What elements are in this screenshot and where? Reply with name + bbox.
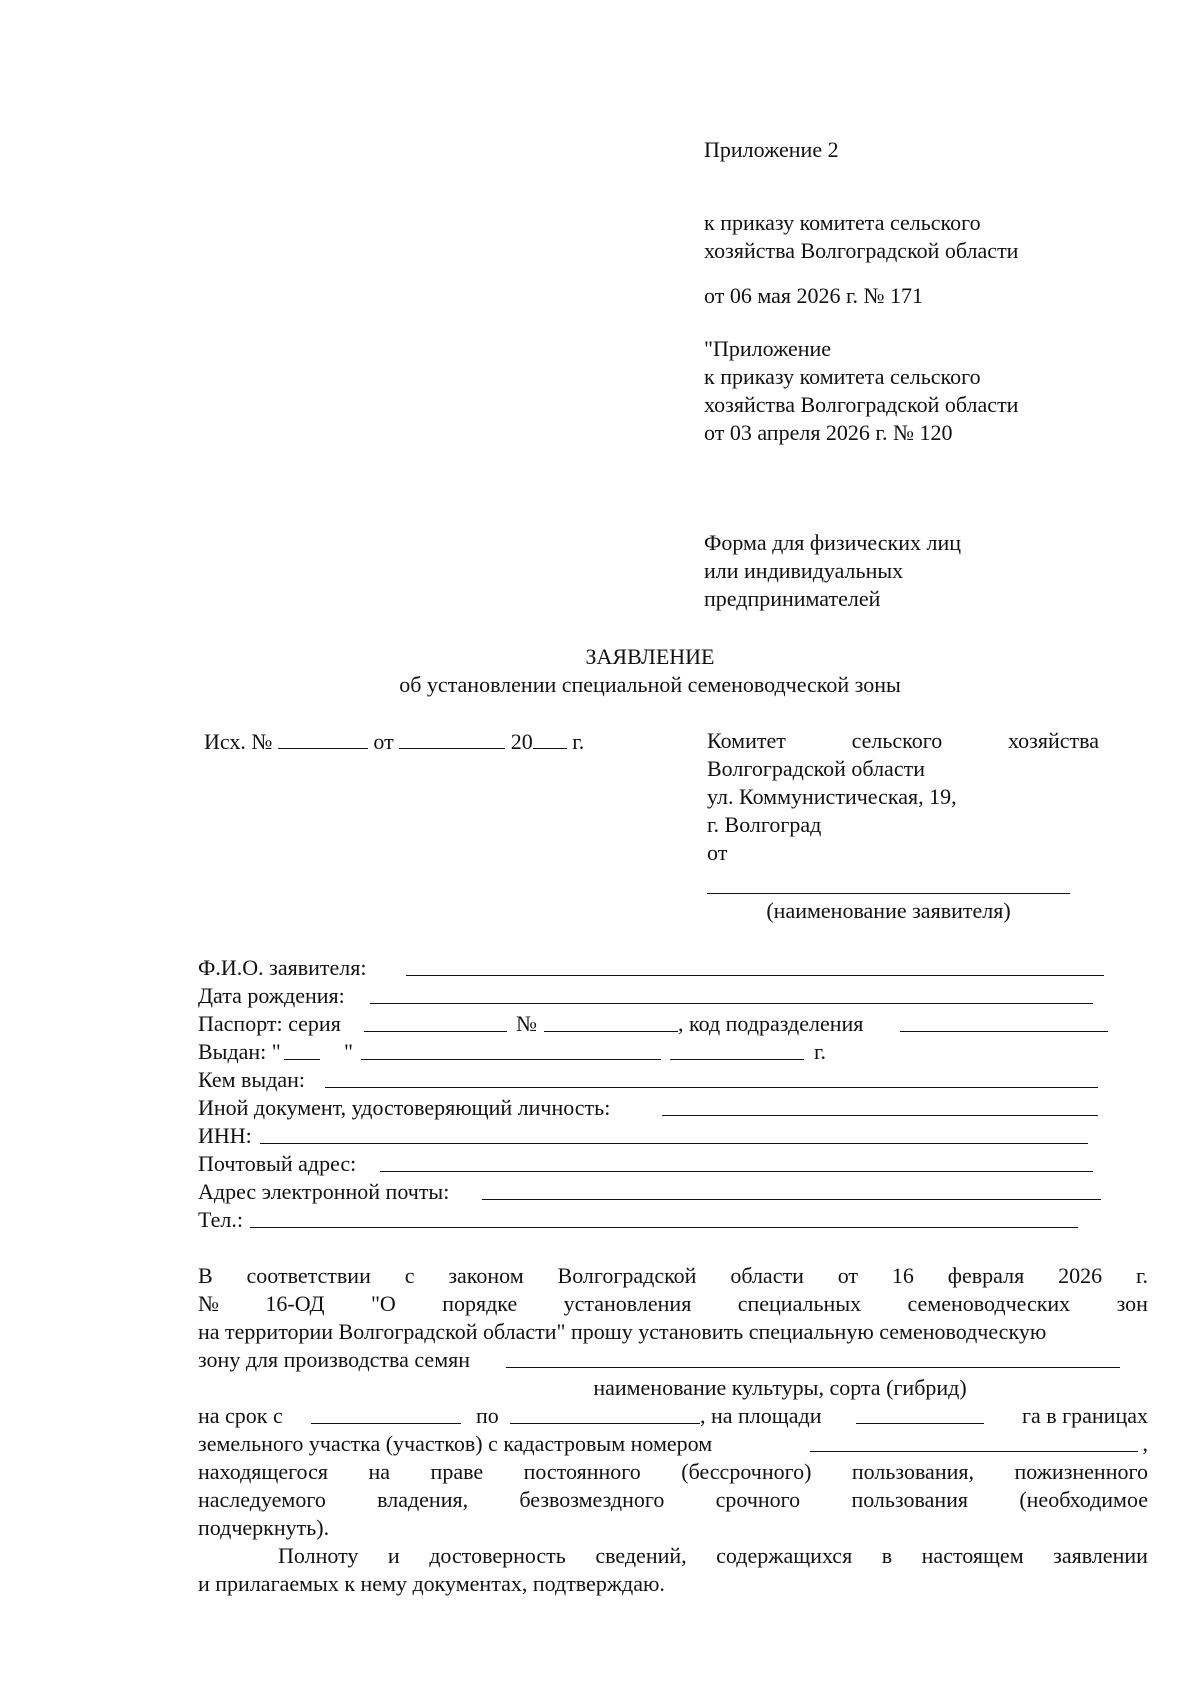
body-line-1 (198, 1262, 1148, 1290)
outgoing-reference (204, 727, 584, 756)
postal-label: Почтовый адрес: (198, 1151, 357, 1176)
field-phone (198, 1206, 1078, 1234)
body-word: достоверность (429, 1543, 566, 1568)
form-note (704, 529, 961, 613)
body-word: 16 (891, 1263, 914, 1288)
field-passport (198, 1010, 1108, 1038)
body-line-4 (198, 1346, 1120, 1374)
body-word: соответствии (246, 1263, 371, 1288)
birth-label: Дата рождения: (198, 983, 345, 1008)
confirmation-line-1 (278, 1542, 1148, 1570)
passport-number-input[interactable] (544, 1031, 678, 1032)
ref-year-suffix: г. (572, 729, 585, 754)
issued-year-input[interactable] (670, 1059, 804, 1060)
email-input[interactable] (482, 1199, 1101, 1200)
addressee-line-5: от (707, 840, 728, 865)
body-word: специальных (737, 1291, 862, 1316)
issued-by-label: Кем выдан: (198, 1067, 306, 1092)
body-line-7 (198, 1458, 1148, 1486)
birth-input[interactable] (370, 1003, 1093, 1004)
cadastral-input[interactable] (810, 1451, 1138, 1452)
applicant-name-caption: (наименование заявителя) (766, 898, 1011, 923)
body-word: от (837, 1263, 859, 1288)
addressee-word: Комитет (707, 728, 786, 753)
document-title: ЗАЯВЛЕНИЕ (585, 644, 715, 669)
field-email (198, 1178, 1101, 1206)
confirmation-line-2: и прилагаемых к нему документах, подтверждаю. (198, 1571, 665, 1596)
field-birth (198, 982, 1093, 1010)
term-prefix: на срок с (198, 1403, 283, 1428)
body-word: пользования (851, 1487, 969, 1512)
issued-year-suffix: г. (814, 1039, 827, 1064)
body-word: (бессрочного) (681, 1459, 812, 1484)
document-subtitle: об установлении специальной семеноводческой зоны (399, 672, 901, 697)
field-other-doc (198, 1094, 1098, 1122)
passport-no-label: № (516, 1011, 537, 1036)
body-line-cadastral (198, 1430, 1148, 1458)
issued-quote: " (344, 1039, 353, 1064)
previous-order-reference (704, 335, 1018, 447)
term-ha-label: га в границах (1021, 1403, 1148, 1428)
issued-month-input[interactable] (361, 1059, 661, 1060)
body-word: (необходимое (1019, 1487, 1148, 1512)
prev-title: "Приложение (704, 336, 832, 361)
term-to-input[interactable] (510, 1423, 700, 1424)
field-inn (198, 1122, 1088, 1150)
term-to-label: по (476, 1403, 499, 1428)
issued-by-input[interactable] (325, 1087, 1098, 1088)
email-label: Адрес электронной почты: (198, 1179, 450, 1204)
phone-input[interactable] (250, 1227, 1078, 1228)
passport-series-input[interactable] (364, 1031, 507, 1032)
body-word: владения, (377, 1487, 469, 1512)
crop-input[interactable] (506, 1367, 1120, 1368)
issued-label: Выдан: " (198, 1039, 281, 1064)
body-word: 16-ОД (265, 1291, 325, 1316)
fio-label: Ф.И.О. заявителя: (198, 955, 367, 980)
field-issued-by (198, 1066, 1098, 1094)
applicant-name-field[interactable] (707, 893, 1070, 894)
body-word: с (404, 1263, 415, 1288)
field-fio (198, 954, 1104, 982)
body-word: г. (1135, 1263, 1148, 1288)
body-word: в (881, 1543, 893, 1568)
area-input[interactable] (856, 1423, 984, 1424)
body-word: установления (563, 1291, 692, 1316)
order-date: от 06 мая 2026 г. № 171 (704, 283, 924, 308)
body-word: "О (370, 1291, 396, 1316)
term-area-label: , на площади (700, 1403, 822, 1428)
ref-prefix: Исх. № (204, 729, 273, 754)
body-line-2 (198, 1290, 1148, 1318)
passport-code-label: , код подразделения (678, 1011, 864, 1036)
crop-label: зону для производства семян (198, 1347, 471, 1372)
ref-year-field[interactable] (533, 727, 567, 749)
addressee-block (707, 755, 957, 867)
prev-line-1: к приказу комитета сельского (704, 364, 981, 389)
body-line-8 (198, 1486, 1148, 1514)
body-word: 2026 (1058, 1263, 1103, 1288)
body-word: настоящем (921, 1543, 1024, 1568)
body-word: порядке (442, 1291, 518, 1316)
body-word: № (198, 1291, 219, 1316)
order-reference (704, 209, 1018, 265)
passport-code-input[interactable] (900, 1031, 1108, 1032)
body-word: февраля (947, 1263, 1025, 1288)
phone-label: Тел.: (198, 1207, 243, 1232)
body-line-3: на территории Волгоградской области" прошу установить специальную семеноводческую (198, 1319, 1047, 1344)
field-postal (198, 1150, 1093, 1178)
body-word: зон (1116, 1291, 1148, 1316)
body-line-9: подчеркнуть). (198, 1515, 330, 1540)
body-word: пользования, (851, 1459, 974, 1484)
field-issued (198, 1038, 838, 1066)
ref-year: 20 (510, 729, 533, 754)
body-word: пожизненного (1014, 1459, 1148, 1484)
form-note-line-3: предпринимателей (704, 586, 881, 611)
order-line-1: к приказу комитета сельского (704, 210, 981, 235)
other-doc-label: Иной документ, удостоверяющий личность: (198, 1095, 611, 1120)
term-from-input[interactable] (311, 1423, 461, 1424)
prev-date: от 03 апреля 2026 г. № 120 (704, 420, 953, 445)
ref-from: от (373, 729, 394, 754)
fio-input[interactable] (406, 975, 1104, 976)
cadastral-label: земельного участка (участков) с кадастровым номером (198, 1431, 713, 1456)
body-word: области (730, 1263, 804, 1288)
addressee-line-2: Волгоградской области (707, 756, 925, 781)
body-word: содержащихся (716, 1543, 853, 1568)
addressee-line-3: ул. Коммунистическая, 19, (707, 784, 957, 809)
addressee-word: сельского (851, 728, 943, 753)
body-word: Полноту (278, 1543, 359, 1568)
body-word: срочного (715, 1487, 801, 1512)
form-note-line-2: или индивидуальных (704, 558, 904, 583)
body-word: Волгоградской (557, 1263, 697, 1288)
order-line-2: хозяйства Волгоградской области (704, 238, 1019, 263)
addressee-line-4: г. Волгоград (707, 812, 822, 837)
body-word: законом (448, 1263, 524, 1288)
inn-input[interactable] (260, 1143, 1088, 1144)
prev-line-2: хозяйства Волгоградской области (704, 392, 1019, 417)
crop-caption: наименование культуры, сорта (гибрид) (593, 1375, 967, 1400)
ref-number-field[interactable] (278, 727, 368, 749)
body-word: постоянного (523, 1459, 641, 1484)
body-word: В (198, 1263, 213, 1288)
addressee-line-1 (707, 727, 1099, 755)
addressee-word: хозяйства (1007, 728, 1099, 753)
body-word: семеноводческих (907, 1291, 1071, 1316)
inn-label: ИНН: (198, 1123, 252, 1148)
form-note-line-1: Форма для физических лиц (704, 530, 961, 555)
body-line-term (198, 1402, 1148, 1430)
issued-day-input[interactable] (284, 1059, 320, 1060)
body-word: находящегося (198, 1459, 328, 1484)
body-word: и (387, 1543, 400, 1568)
other-doc-input[interactable] (662, 1115, 1098, 1116)
body-word: безвозмездного (519, 1487, 665, 1512)
body-word: праве (430, 1459, 484, 1484)
ref-date-field[interactable] (399, 727, 505, 749)
body-word: заявлении (1053, 1543, 1148, 1568)
passport-label: Паспорт: серия (198, 1011, 341, 1036)
body-word: сведений, (595, 1543, 687, 1568)
body-word: наследуемого (198, 1487, 326, 1512)
body-word: на (368, 1459, 391, 1484)
cadastral-comma: , (1142, 1431, 1148, 1456)
postal-input[interactable] (380, 1171, 1093, 1172)
appendix-number: Приложение 2 (704, 137, 839, 162)
